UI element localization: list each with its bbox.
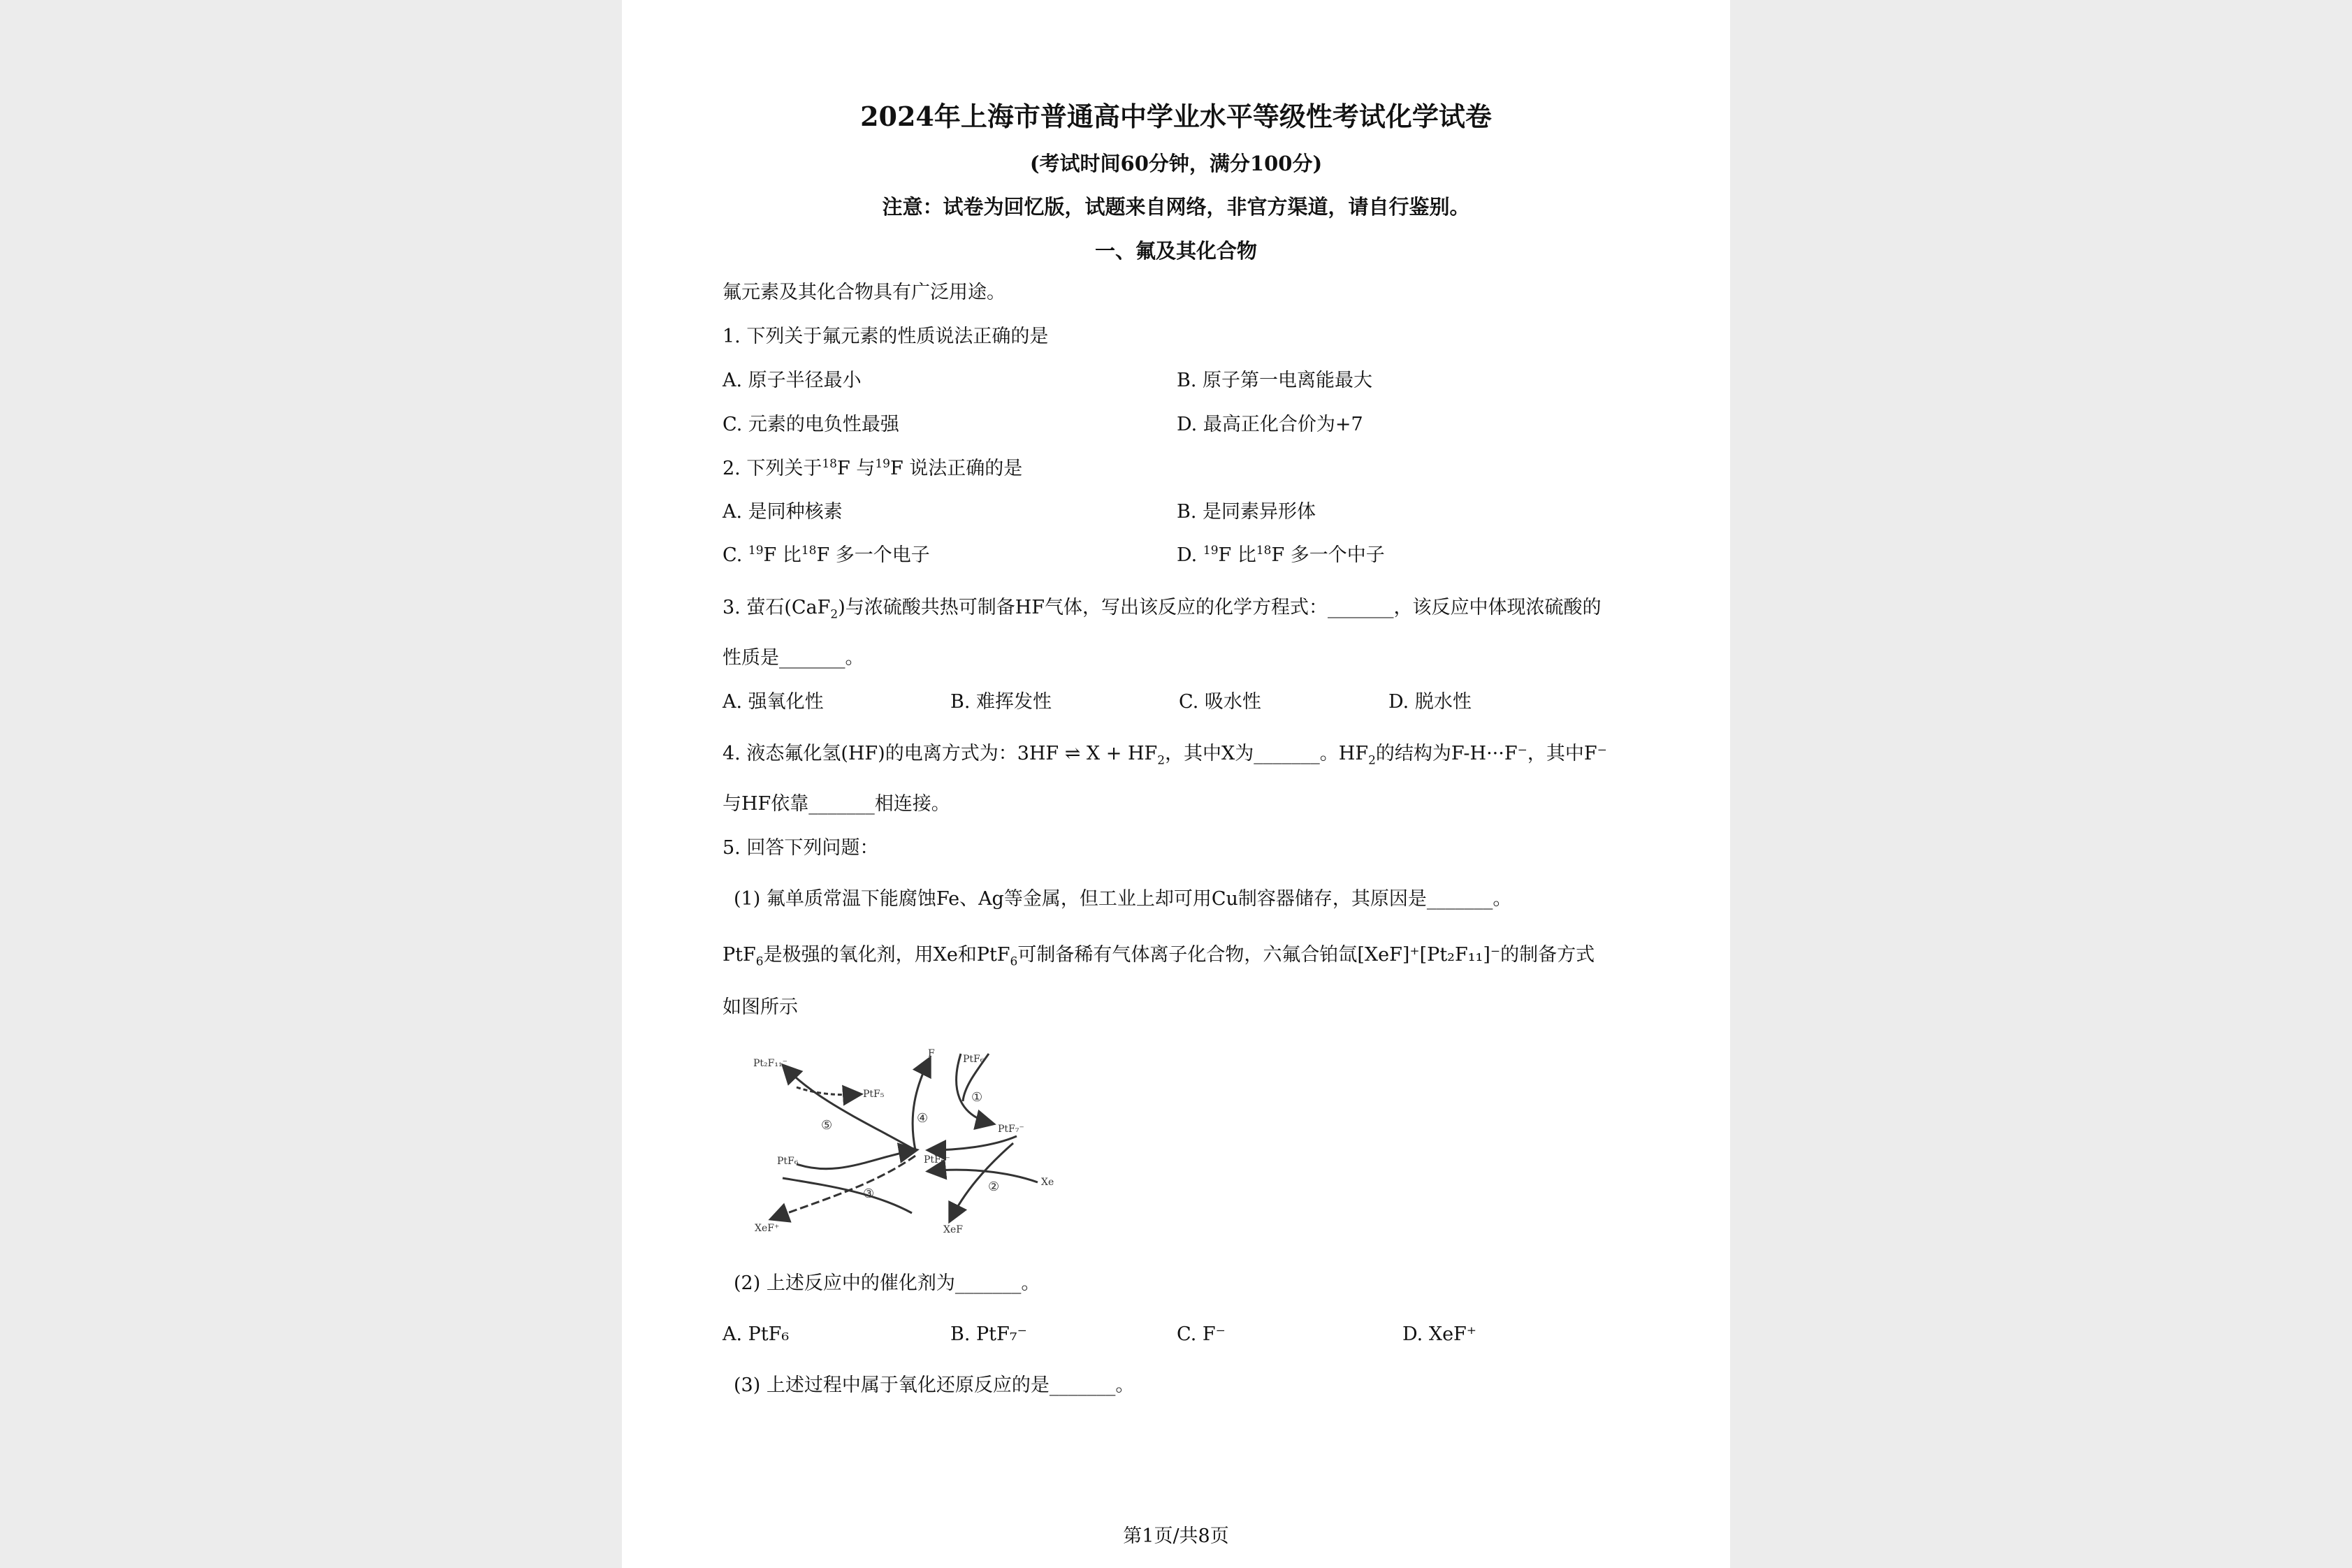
label-step5: ⑤ — [821, 1118, 833, 1133]
exam-title: 2024年上海市普通高中学业水平等级性考试化学试卷 — [860, 101, 1492, 132]
label-ptf7: PtF₇⁻ — [998, 1124, 1024, 1135]
q3-option-c: C. 吸水性 — [1179, 691, 1261, 713]
label-ptf6-top: PtF₆ — [963, 1054, 985, 1065]
q3-stem: 3. 萤石(CaF$_2$)与浓硫酸共热可制备HF气体，写出该反应的化学方程式：_______，该反应中体现浓硫酸的 — [723, 597, 1602, 622]
q5-stem: 5. 回答下列问题： — [723, 837, 879, 859]
q5-part3: (3) 上述过程中属于氧化还原反应的是_______。 — [734, 1374, 1135, 1396]
label-xef-plus: XeF⁺ — [755, 1223, 780, 1234]
q2-option-d: D. $^{19}$F 比$^{18}$F 多一个中子 — [1177, 544, 1385, 566]
q5-part1: (1) 氟单质常温下能腐蚀Fe、Ag等金属，但工业上却可用Cu制容器储存，其原因是_______。 — [734, 888, 1512, 910]
section-heading: 一、氟及其化合物 — [1094, 239, 1257, 263]
label-pt2f11: Pt₂F₁₁⁻ — [753, 1058, 787, 1069]
arrow-ptf6-in — [797, 1150, 915, 1169]
exam-page — [622, 0, 1730, 1568]
label-xef: XeF — [943, 1224, 963, 1235]
label-ptf5: PtF₅ — [863, 1089, 885, 1100]
q3-option-a: A. 强氧化性 — [723, 691, 824, 713]
label-step4: ④ — [917, 1111, 929, 1126]
label-ptf6-left: PtF₆ — [777, 1156, 799, 1167]
q2-option-a: A. 是同种核素 — [723, 501, 843, 523]
q2-stem: 2. 下列关于$^{18}$F 与$^{19}$F 说法正确的是 — [723, 457, 1023, 479]
reaction-cycle-diagram — [741, 1045, 1062, 1241]
page-footer: 第1页/共8页 — [1123, 1525, 1229, 1547]
q1-stem: 1. 下列关于氟元素的性质说法正确的是 — [723, 326, 1049, 347]
label-xe: Xe — [1041, 1177, 1054, 1188]
q5-part2: (2) 上述反应中的催化剂为_______。 — [734, 1272, 1040, 1294]
q5-part2-option-d: D. XeF⁺ — [1402, 1323, 1477, 1345]
arrow-to-ptf5 — [797, 1087, 859, 1095]
q5-part2-option-a: A. PtF₆ — [723, 1323, 790, 1345]
arrow-step5-to-pt2f11 — [784, 1066, 915, 1150]
q1-option-b: B. 原子第一电离能最大 — [1177, 370, 1373, 391]
q5-intro-line2: 如图所示 — [723, 996, 798, 1018]
q2-option-c: C. $^{19}$F 比$^{18}$F 多一个电子 — [723, 544, 930, 566]
q3-option-b: B. 难挥发性 — [950, 691, 1052, 713]
label-step2: ② — [988, 1179, 1000, 1194]
arrow-step4-f — [913, 1059, 929, 1150]
arrow-step2-to-ptf6m — [929, 1136, 1017, 1150]
q1-option-a: A. 原子半径最小 — [723, 370, 862, 391]
q3-stem-line2: 性质是_______。 — [723, 647, 864, 669]
exam-note: 注意：试卷为回忆版，试题来自网络，非官方渠道，请自行鉴别。 — [882, 195, 1470, 219]
q4-stem-line2: 与HF依靠_______相连接。 — [723, 793, 950, 815]
q5-part2-option-b: B. PtF₇⁻ — [950, 1323, 1027, 1345]
label-step1: ① — [971, 1090, 983, 1105]
exam-subtitle: (考试时间60分钟，满分100分) — [1029, 152, 1323, 175]
q1-option-c: C. 元素的电负性最强 — [723, 414, 899, 435]
label-ptf6-minus: PtF₆⁻ — [924, 1154, 950, 1166]
q3-option-d: D. 脱水性 — [1388, 691, 1472, 713]
label-f: F — [928, 1048, 935, 1059]
label-step3: ③ — [863, 1186, 875, 1201]
q1-option-d: D. 最高正化合价为+7 — [1177, 414, 1363, 435]
q5-part2-option-c: C. F⁻ — [1177, 1323, 1226, 1345]
q4-stem: 4. 液态氟化氢(HF)的电离方式为：3HF ⇌ $X + HF_2$，其中X为_______。$HF_2$的结构为F-H···F⁻，其中F⁻ — [723, 743, 1607, 768]
intro-text: 氟元素及其化合物具有广泛用途。 — [723, 282, 1006, 303]
q5-intro: PtF$_6$是极强的氧化剂，用Xe和PtF$_6$可制备稀有气体离子化合物，六氟合铂氙[XeF]⁺[Pt₂F₁₁]⁻的制备方式 — [723, 944, 1595, 969]
q2-option-b: B. 是同素异形体 — [1177, 501, 1316, 523]
arrow-step2-to-xef — [950, 1143, 1013, 1220]
